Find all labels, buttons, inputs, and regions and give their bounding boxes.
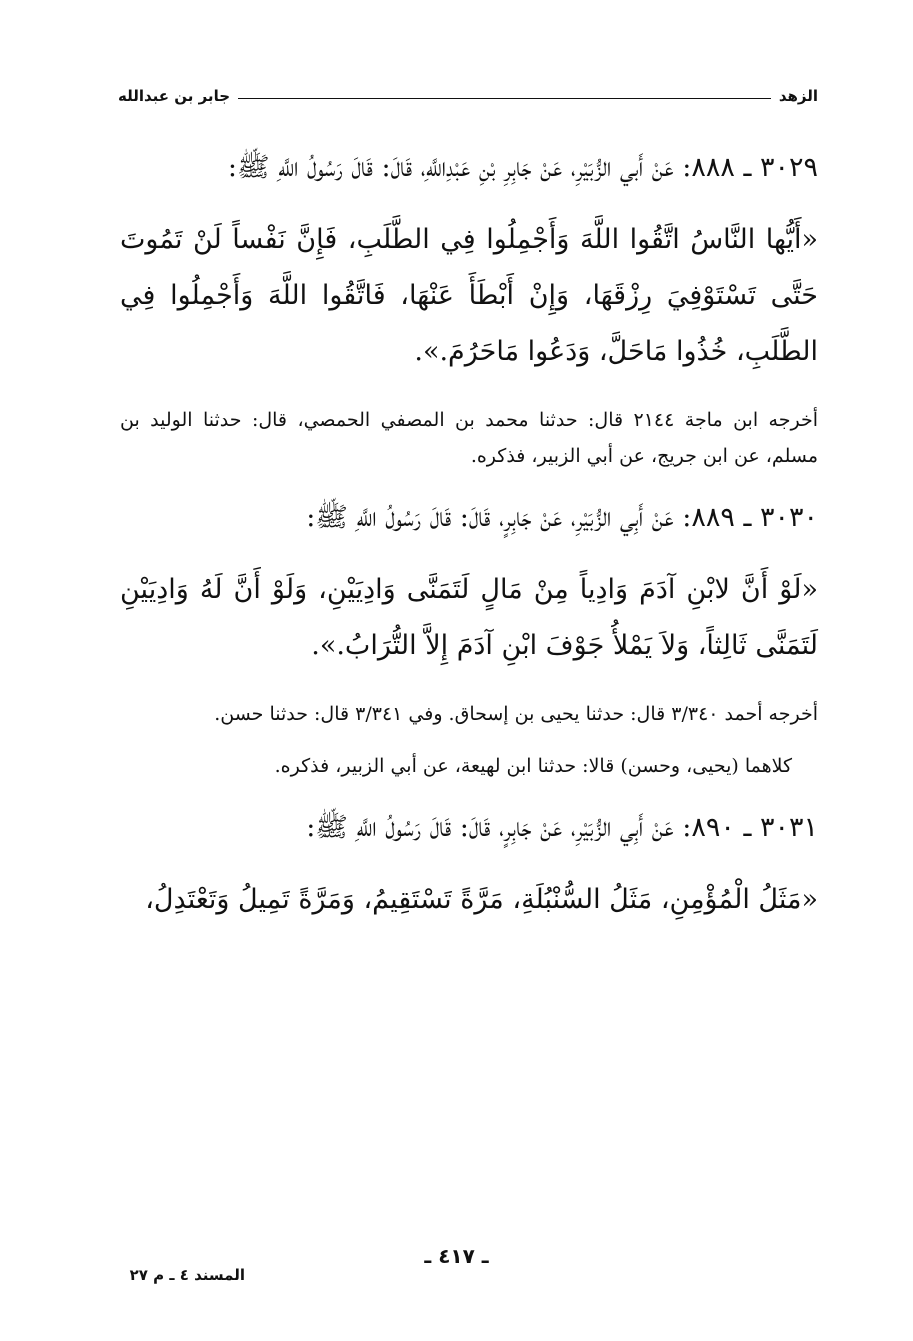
- header-section-title: الزهد: [778, 87, 818, 105]
- running-header: [118, 84, 818, 108]
- hadith-3030-takhrij-2: كلاهما (يحيى، وحسن) قالا: حدثنا ابن لهيعة، عن أبي الزبير، فذكره.: [274, 755, 792, 777]
- header-chapter-title: جابر بن عبدالله: [118, 87, 231, 105]
- hadith-3030-text: «لَوْ أَنَّ لابْنِ آدَمَ وَادِياً مِنْ مَالٍ لَتَمَنَّى وَادِيَيْنِ، وَلَوْ أَنَّ لَهُ وَادِيَيْنِ لَتَمَنَّى ثَالِثاً، وَلاَ يَمْلأُ جَوْفَ ابْنِ آدَمَ إِلاَّ التُّرَابُ.».: [120, 574, 818, 661]
- hadith-3029-takhrij: أخرجه ابن ماجة ٢١٤٤ قال: حدثنا محمد بن المصفي الحمصي، قال: حدثنا الوليد بن مسلم، عن ابن جريج، عن أبي الزبير، فذكره.: [120, 409, 818, 467]
- hadith-3031-heading: ٣٠٣١ ـ ٨٩٠: عَنْ أَبِي الزُّبَيْرِ، عَنْ جَابِرٍ، قَالَ: قَالَ رَسُولُ اللَّهِ ﷺ:: [306, 812, 818, 843]
- hadith-3030-heading: ٣٠٣٠ ـ ٨٨٩: عَنْ أَبِي الزُّبَيْرِ، عَنْ جَابِرٍ، قَالَ: قَالَ رَسُولُ اللَّهِ ﷺ:: [306, 502, 818, 533]
- hadith-3030-takhrij: أخرجه أحمد ٣/٣٤٠ قال: حدثنا يحيى بن إسحاق. وفي ٣/٣٤١ قال: حدثنا حسن.: [214, 703, 818, 725]
- hadith-3031-text: «مَثَلُ الْمُؤْمِنِ، مَثَلُ السُّنْبُلَةِ، مَرَّةً تَسْتَقِيمُ، وَمَرَّةً تَمِيلُ وَتَعْتَدِلُ،: [145, 884, 818, 915]
- hadith-3029-text: «أَيُّها النَّاسُ اتَّقُوا اللَّهَ وَأَجْمِلُوا فِي الطَّلَبِ، فَإِنَّ نَفْساً لَنْ تَمُوتَ حَتَّى تَسْتَوْفِيَ رِزْقَهَا، وَإِنْ أَبْطَأَ عَنْهَا، فَاتَّقُوا اللَّهَ وَأَجْمِلُوا فِي الطَّلَبِ، خُذُوا مَاحَلَّ، وَدَعُوا مَاحَرُمَ.».: [120, 224, 818, 367]
- header-rule: [238, 98, 771, 99]
- hadith-3029-heading: ٣٠٢٩ ـ ٨٨٨: عَنْ أَبي الزُّبَيْرِ، عَنْ جَابِرِ بْنِ عَبْدِاللَّهِ، قَالَ: قَالَ رَسُولُ اللَّهِ ﷺ:: [227, 152, 818, 183]
- signature-mark: المسند ٤ ـ م ٢٧: [129, 1266, 245, 1284]
- page-body: [120, 140, 818, 950]
- page-number: ـ ٤١٧ ـ: [424, 1244, 489, 1268]
